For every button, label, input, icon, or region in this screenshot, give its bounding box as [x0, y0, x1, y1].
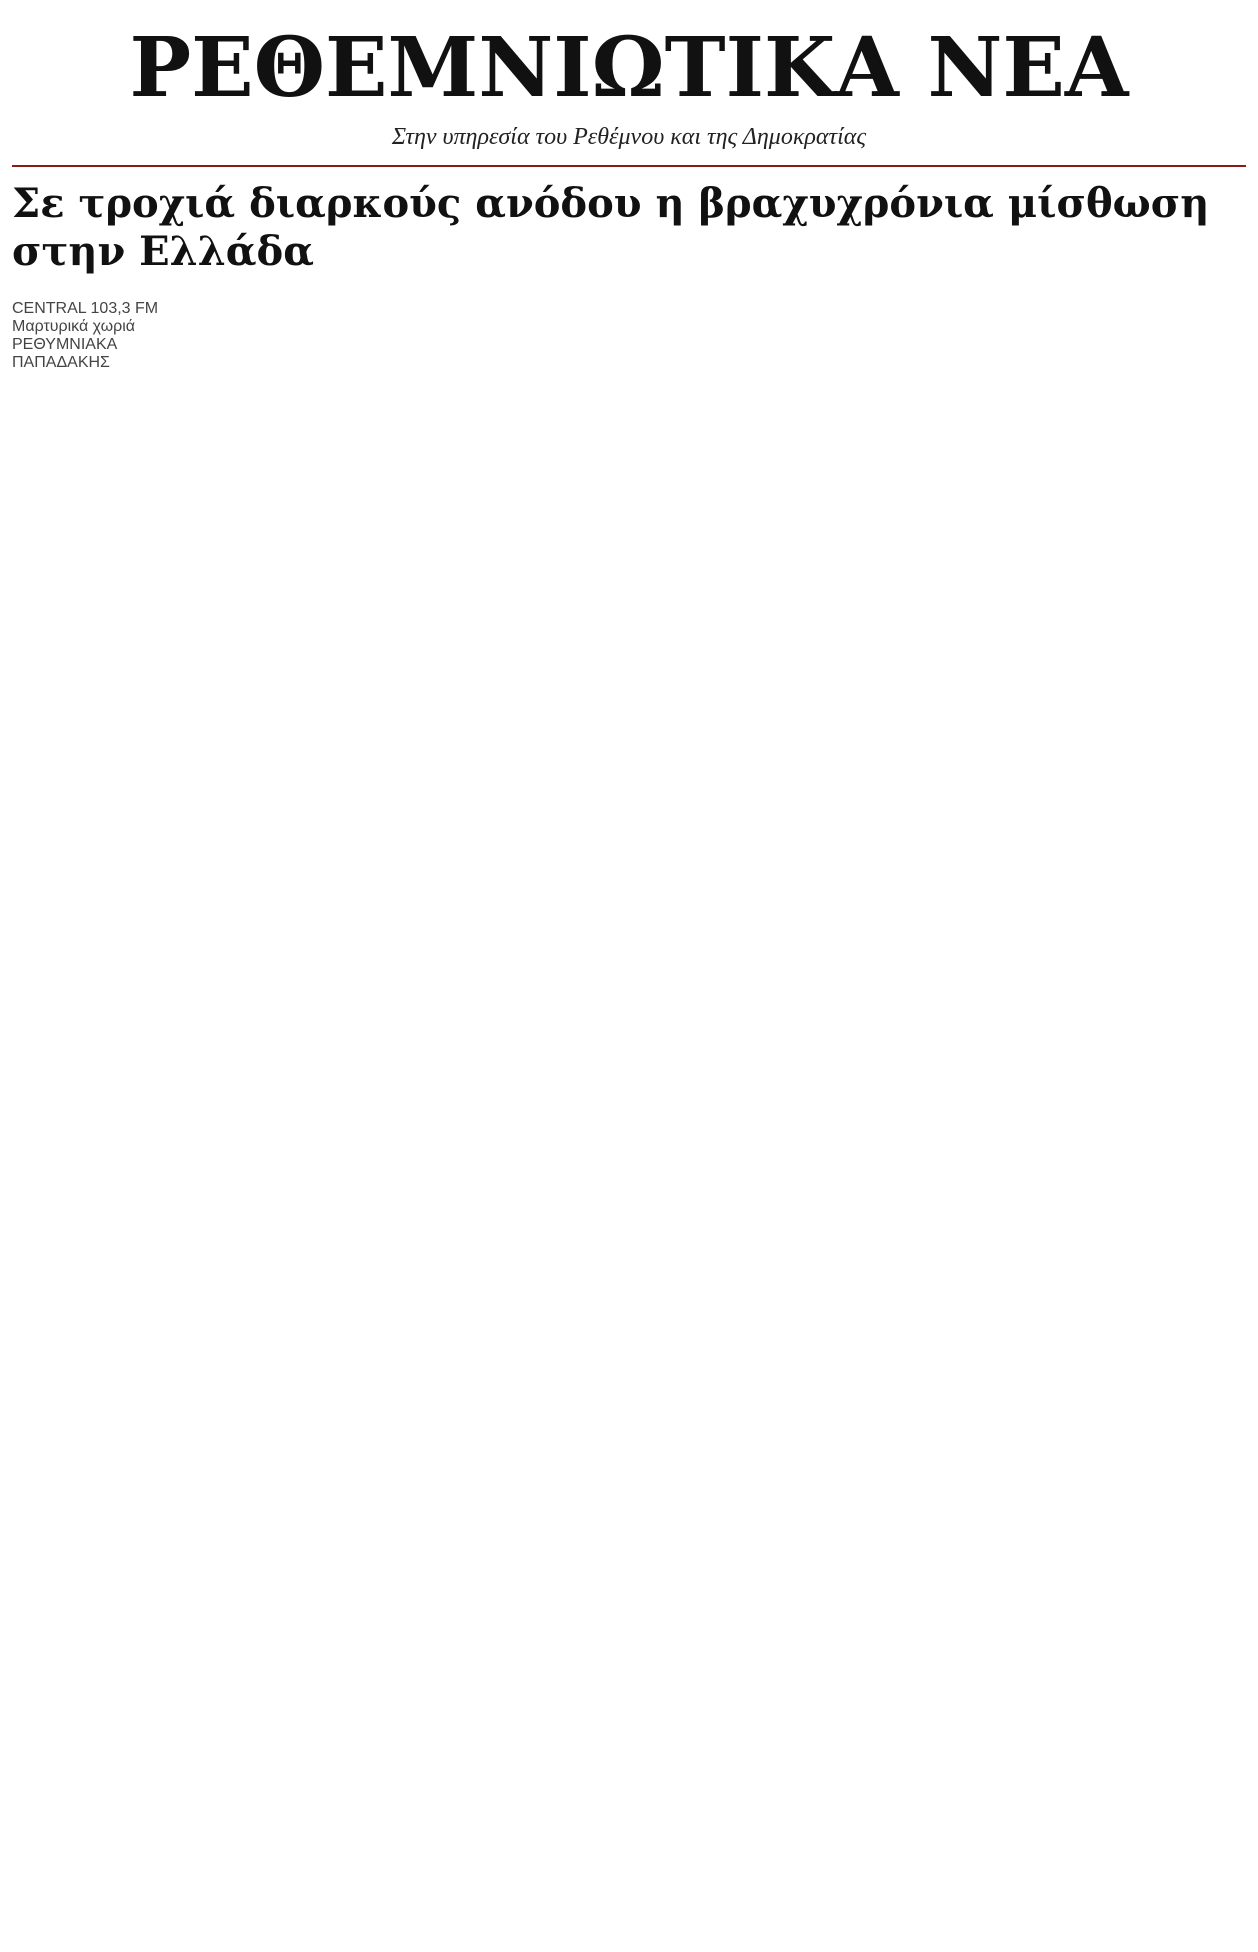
lead-headline: Σε τροχιά διαρκούς ανόδου η βραχυχρόνια μίσθωση στην Ελλάδα — [12, 180, 1210, 275]
book-ad: Μαρτυρικά χωριά — [12, 318, 136, 335]
market-ad: ΠΑΠΑΔΑΚΗΣ — [12, 354, 110, 371]
ads-list — [12, 300, 1246, 372]
book-ad: ΡΕΘΥΜΝΙΑΚΑ — [12, 336, 118, 353]
radio-ad: CENTRAL 103,3 FM — [12, 300, 159, 317]
masthead: ΡΕΘΕΜΝΙΩΤΙΚΑ ΝΕΑ — [129, 20, 1129, 116]
header-rule — [12, 165, 1246, 167]
tagline: Στην υπηρεσία του Ρεθέμνου και της Δημοκρατίας — [391, 124, 867, 150]
